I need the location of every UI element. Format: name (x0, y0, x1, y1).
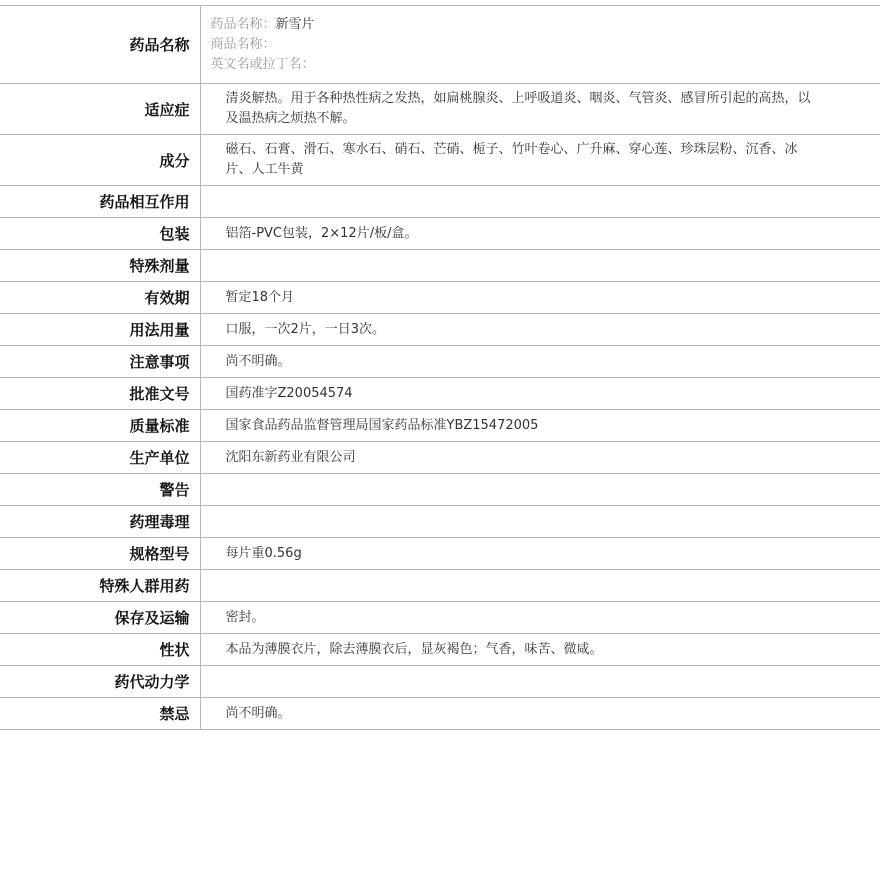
row-label-specification: 规格型号 (0, 538, 200, 570)
generic-name-value: 新雪片 (275, 16, 315, 32)
drug-name-cell (200, 6, 880, 84)
english-name-line (211, 55, 821, 75)
table-row (0, 602, 880, 634)
row-label-quality-standard: 质量标准 (0, 410, 200, 442)
generic-name-line (211, 15, 821, 35)
row-label-warning: 警告 (0, 474, 200, 506)
row-label-usage: 用法用量 (0, 314, 200, 346)
row-label-approval-number: 批准文号 (0, 378, 200, 410)
row-value-interactions (200, 186, 880, 218)
row-value-manufacturer: 沈阳东新药业有限公司 (200, 442, 880, 474)
table-row (0, 698, 880, 730)
table-row (0, 378, 880, 410)
table-row (0, 314, 880, 346)
row-value-pharmacology (200, 506, 880, 538)
row-value-special-populations (200, 570, 880, 602)
row-value-shelf-life: 暂定18个月 (200, 282, 880, 314)
table-row (0, 570, 880, 602)
table-row (0, 218, 880, 250)
row-value-special-dosage (200, 250, 880, 282)
drug-spec-table-body (0, 6, 880, 730)
row-label-packaging: 包装 (0, 218, 200, 250)
trade-name-line (211, 35, 821, 55)
row-value-quality-standard: 国家食品药品监督管理局国家药品标准YBZ15472005 (200, 410, 880, 442)
table-row (0, 282, 880, 314)
row-label-contraindications: 禁忌 (0, 698, 200, 730)
row-label-ingredients: 成分 (0, 135, 200, 186)
table-row (0, 346, 880, 378)
table-row (0, 84, 880, 135)
table-row (0, 135, 880, 186)
row-label-drug-name: 药品名称 (0, 6, 200, 84)
drug-spec-table (0, 5, 880, 730)
row-value-approval-number: 国药准字Z20054574 (200, 378, 880, 410)
row-value-ingredients: 磁石、石膏、滑石、寒水石、硝石、芒硝、栀子、竹叶卷心、广升麻、穿心莲、珍珠层粉、沉香、冰片、人工牛黄 (200, 135, 880, 186)
table-row (0, 442, 880, 474)
table-row (0, 506, 880, 538)
table-row (0, 474, 880, 506)
row-value-warning (200, 474, 880, 506)
table-row (0, 666, 880, 698)
row-label-interactions: 药品相互作用 (0, 186, 200, 218)
trade-name-label: 商品名称： (210, 36, 276, 52)
row-value-specification: 每片重0.56g (200, 538, 880, 570)
row-label-description: 性状 (0, 634, 200, 666)
row-value-description: 本品为薄膜衣片，除去薄膜衣后，显灰褐色；气香，味苦、微咸。 (200, 634, 880, 666)
table-row (0, 186, 880, 218)
table-row (0, 250, 880, 282)
row-label-indications: 适应症 (0, 84, 200, 135)
generic-name-label: 药品名称： (210, 16, 276, 32)
row-label-storage: 保存及运输 (0, 602, 200, 634)
row-label-pharmacokinetics: 药代动力学 (0, 666, 200, 698)
row-value-indications: 清炎解热。用于各种热性病之发热，如扁桃腺炎、上呼吸道炎、咽炎、气管炎、感冒所引起的高热，以及温热病之烦热不解。 (200, 84, 880, 135)
row-label-manufacturer: 生产单位 (0, 442, 200, 474)
row-label-precautions: 注意事项 (0, 346, 200, 378)
row-value-usage: 口服，一次2片，一日3次。 (200, 314, 880, 346)
table-row (0, 634, 880, 666)
row-label-special-populations: 特殊人群用药 (0, 570, 200, 602)
row-value-pharmacokinetics (200, 666, 880, 698)
row-value-contraindications: 尚不明确。 (200, 698, 880, 730)
row-value-precautions: 尚不明确。 (200, 346, 880, 378)
table-row (0, 6, 880, 84)
row-label-special-dosage: 特殊剂量 (0, 250, 200, 282)
row-value-storage: 密封。 (200, 602, 880, 634)
table-row (0, 410, 880, 442)
table-row (0, 538, 880, 570)
row-value-packaging: 铝箔-PVC包装，2×12片/板/盒。 (200, 218, 880, 250)
row-label-pharmacology: 药理毒理 (0, 506, 200, 538)
row-label-shelf-life: 有效期 (0, 282, 200, 314)
english-name-label: 英文名或拉丁名： (210, 56, 315, 72)
